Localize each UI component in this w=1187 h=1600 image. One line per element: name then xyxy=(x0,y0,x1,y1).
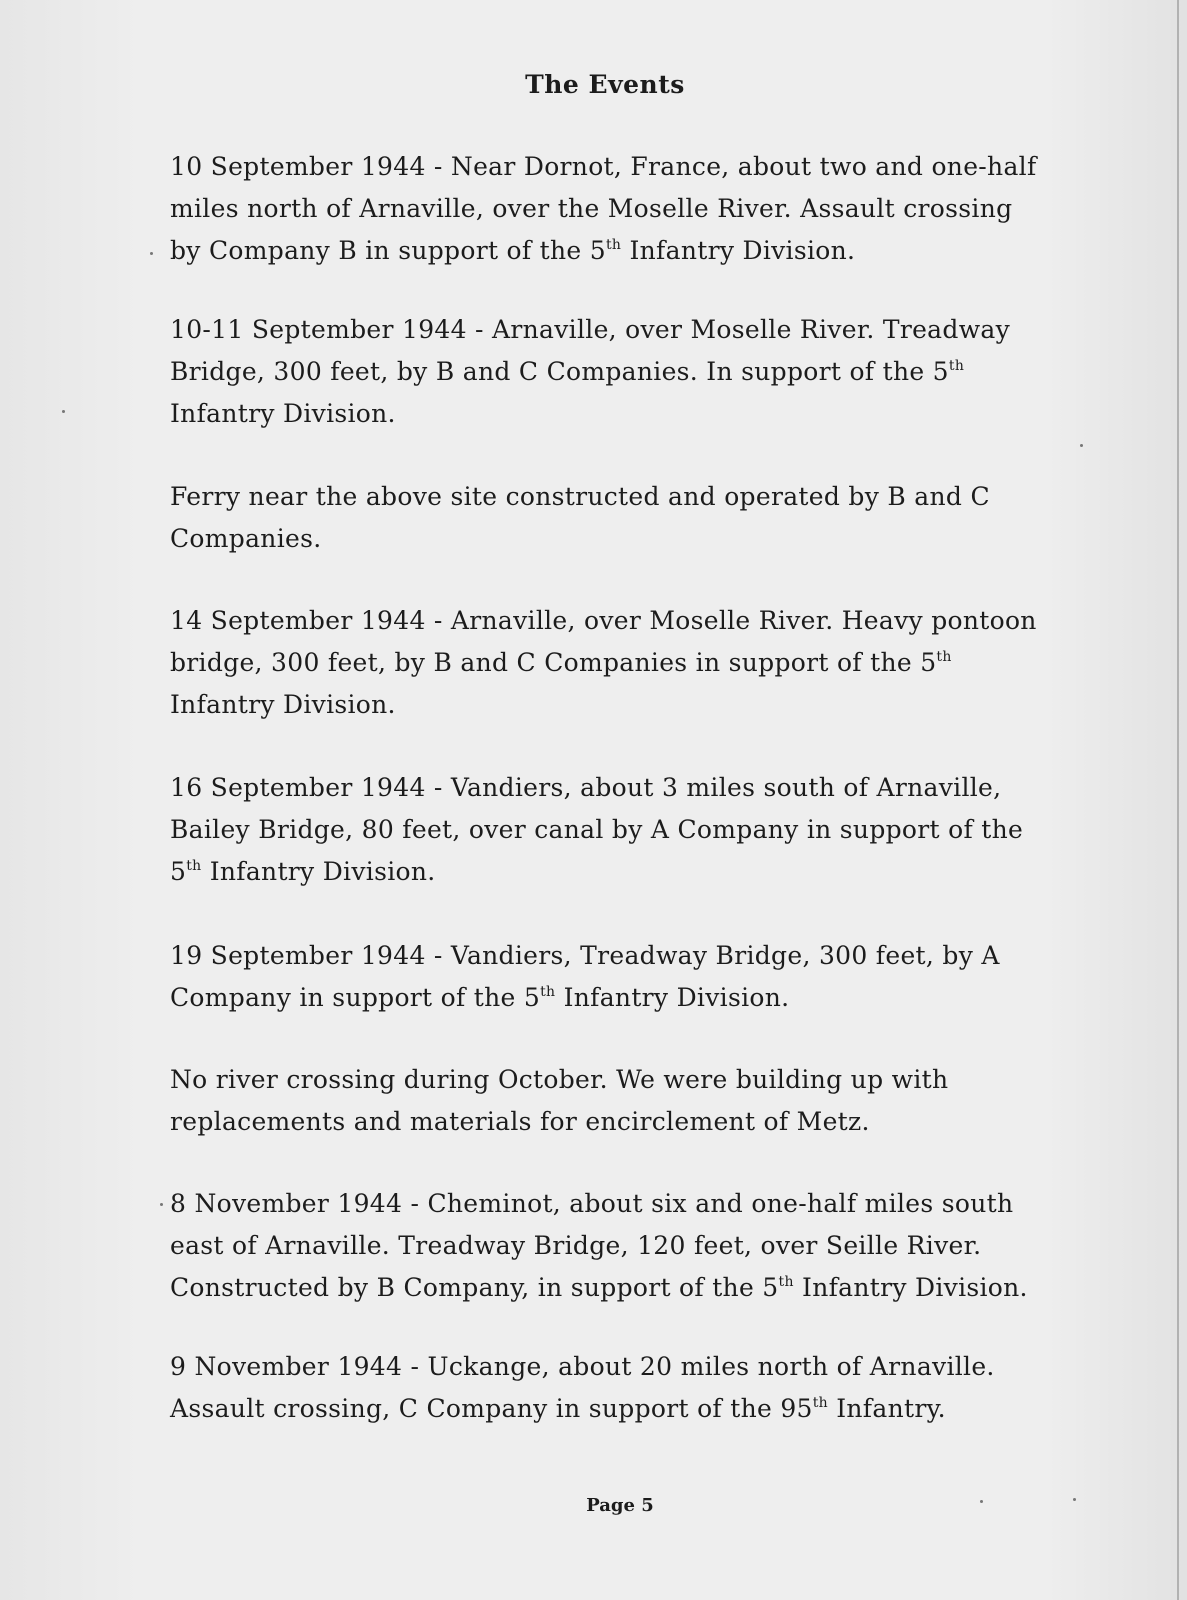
scan-speck xyxy=(150,252,153,255)
event-line: 5th Infantry Division. xyxy=(170,857,436,886)
event-line: 10-11 September 1944 - Arnaville, over Moselle River. Treadway xyxy=(170,315,1011,344)
event-line: No river crossing during October. We were building up with xyxy=(170,1065,949,1094)
event-line: 19 September 1944 - Vandiers, Treadway Bridge, 300 feet, by A xyxy=(170,941,1000,970)
event-line: Ferry near the above site constructed and operated by B and C xyxy=(170,482,990,511)
event-line: Infantry Division. xyxy=(170,690,396,719)
scan-speck xyxy=(980,1500,983,1503)
scan-speck xyxy=(1080,444,1083,447)
event-line: 14 September 1944 - Arnaville, over Moselle River. Heavy pontoon xyxy=(170,606,1037,635)
event-entry-2 xyxy=(170,309,1070,435)
event-line: bridge, 300 feet, by B and C Companies in support of the 5th xyxy=(170,648,952,677)
event-line: 8 November 1944 - Cheminot, about six and one-half miles south xyxy=(170,1189,1014,1218)
event-entry-6 xyxy=(170,935,1070,1019)
event-line: Assault crossing, C Company in support of the 95th Infantry. xyxy=(170,1394,946,1423)
event-entry-1 xyxy=(170,146,1070,272)
event-line: east of Arnaville. Treadway Bridge, 120 feet, over Seille River. xyxy=(170,1231,982,1260)
event-entry-5 xyxy=(170,767,1070,893)
event-line: Constructed by B Company, in support of the 5th Infantry Division. xyxy=(170,1273,1028,1302)
event-entry-4 xyxy=(170,600,1070,726)
event-entry-9 xyxy=(170,1346,1070,1430)
event-entry-3 xyxy=(170,476,1070,560)
scan-speck xyxy=(62,410,65,413)
event-line: by Company B in support of the 5th Infantry Division. xyxy=(170,236,856,265)
event-line: Bailey Bridge, 80 feet, over canal by A Company in support of the xyxy=(170,815,1024,844)
page-title: The Events xyxy=(525,70,685,99)
event-line: Bridge, 300 feet, by B and C Companies. In support of the 5th xyxy=(170,357,965,386)
event-line: Infantry Division. xyxy=(170,399,396,428)
event-entry-8 xyxy=(170,1183,1070,1309)
event-line: replacements and materials for encirclement of Metz. xyxy=(170,1107,870,1136)
scan-speck xyxy=(1073,1498,1076,1501)
page-edge-shadow xyxy=(1177,0,1179,1600)
event-line: 16 September 1944 - Vandiers, about 3 miles south of Arnaville, xyxy=(170,773,1002,802)
event-line: 10 September 1944 - Near Dornot, France, about two and one-half xyxy=(170,152,1037,181)
event-line: 9 November 1944 - Uckange, about 20 miles north of Arnaville. xyxy=(170,1352,995,1381)
event-entry-7 xyxy=(170,1059,1070,1143)
event-line: miles north of Arnaville, over the Moselle River. Assault crossing xyxy=(170,194,1013,223)
page-number: Page 5 xyxy=(586,1495,654,1516)
scan-speck xyxy=(160,1203,163,1206)
event-line: Company in support of the 5th Infantry Division. xyxy=(170,983,790,1012)
event-line: Companies. xyxy=(170,524,322,553)
